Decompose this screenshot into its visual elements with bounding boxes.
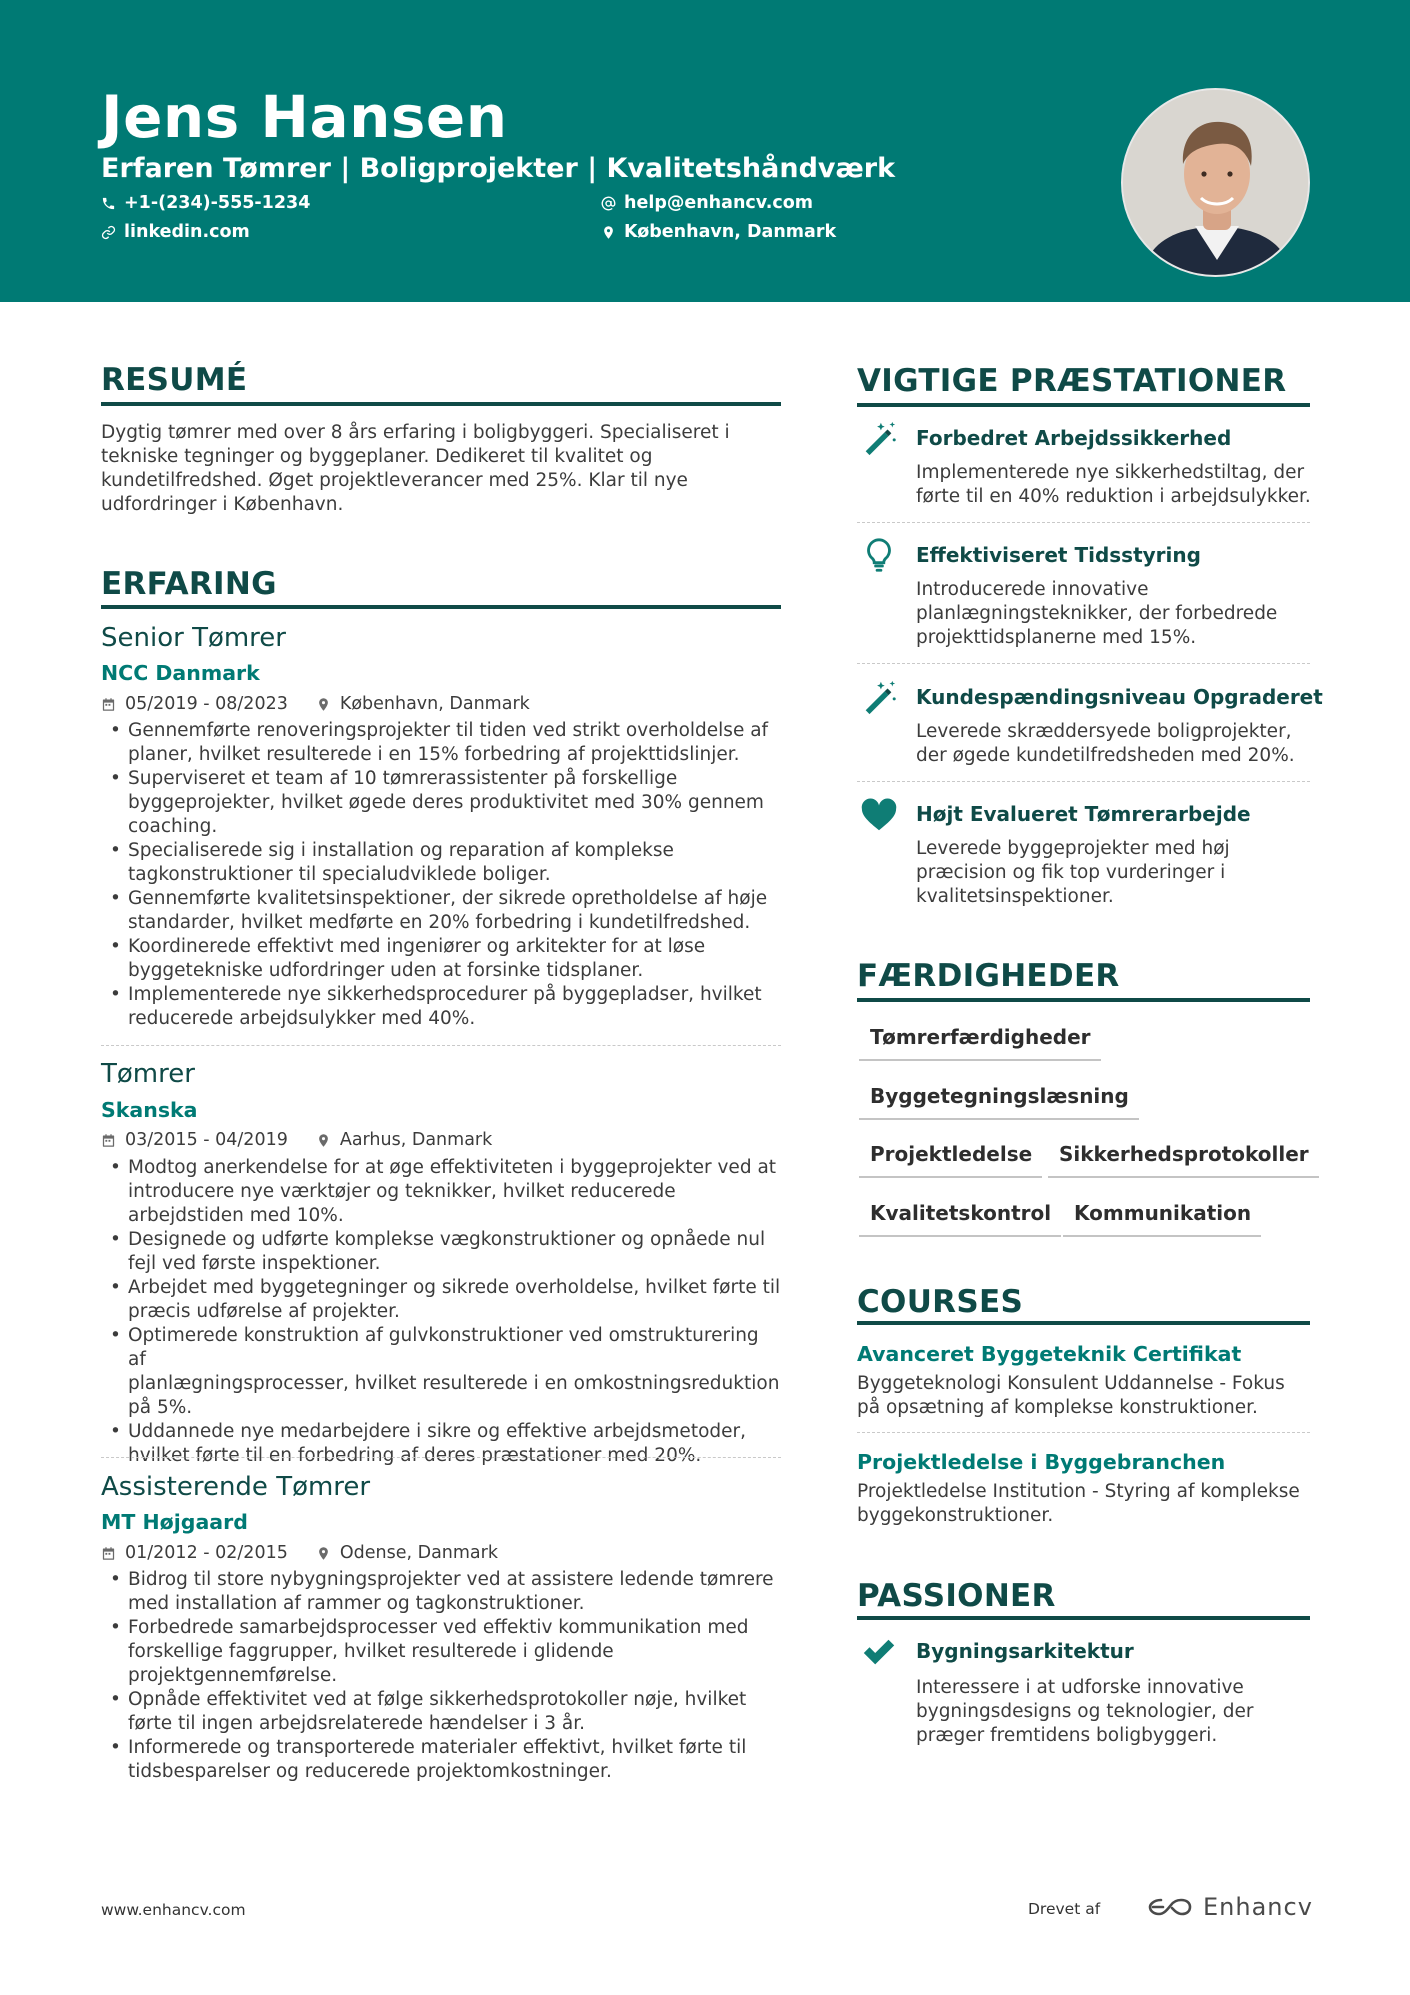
bullet-item: • Uddannede nye medarbejdere i sikre og effektive arbejdsmetoder, hvilket førte til en forbedring af deres præstationer med 20%. [101,1420,781,1468]
passions-heading: PASSIONER [857,1578,1056,1614]
achievement-title: Højt Evalueret Tømrerarbejde [916,802,1251,826]
achievement-title: Kundespændingsniveau Opgraderet [916,685,1323,709]
achievements-heading: VIGTIGE PRÆSTATIONER [857,363,1287,399]
linkedin-contact[interactable] [101,221,250,243]
job-title: Senior Tømrer [101,623,286,653]
job-title: Tømrer [101,1059,195,1089]
enhancv-logo[interactable] [1147,1893,1313,1921]
email-contact[interactable] [601,192,813,214]
achievements-divider [857,403,1310,407]
at-sign-icon [601,196,616,211]
job-location: København, Danmark [339,694,530,714]
job-company: Skanska [101,1098,198,1122]
bullet-item: • Specialiserede sig i installation og reparation af komplekse tagkonstruktioner til specialudviklede boliger. [101,839,781,887]
skills-divider [857,998,1310,1002]
bullet-item: • Modtog anerkendelse for at øge effektiviteten i byggeprojekter ved at introducere nye værktøjer og teknikker, hvilket reducerede arbejdstiden med 10%. [101,1156,781,1228]
candidate-name: Jens Hansen [101,83,508,151]
job-title: Assisterende Tømrer [101,1472,371,1502]
achievement-separator [857,781,1310,782]
job-dates: 05/2019 - 08/2023 [125,694,288,714]
experience-divider [101,605,781,609]
checkmark-icon [860,1634,898,1672]
achievement-separator [857,522,1310,523]
map-pin-icon [601,225,616,240]
magic-wand-icon [860,419,898,457]
achievement-description: Leverede byggeprojekter med høj præcision og fik top vurderinger i kvalitetsinspektioner. [916,838,1230,907]
course-title: Projektledelse i Byggebranchen [857,1450,1226,1474]
job-bullets [101,1568,781,1784]
skill-tag: Sikkerhedsprotokoller [1048,1141,1319,1178]
summary-heading: RESUMÉ [101,362,248,398]
courses-heading: COURSES [857,1284,1024,1320]
job-meta [101,693,530,715]
course-separator [857,1432,1310,1433]
summary-line: tekniske tegninger og byggeplaner. Dedikeret til kvalitet og [101,446,653,467]
bullet-item: • Arbejdet med byggetegninger og sikrede overholdelse, hvilket førte til præcis udførelse af projekter. [101,1276,781,1324]
bullet-item: • Informerede og transporterede materialer effektivt, hvilket førte til tidsbesparelser og reducerede projektomkostninger. [101,1736,781,1784]
achievement-description: Leverede skræddersyede boligprojekter, der øgede kundetilfredsheden med 20%. [916,721,1295,766]
achievement-title: Forbedret Arbejdssikkerhed [916,426,1232,450]
link-icon [101,225,116,240]
enhancv-logo-text: Enhancv [1203,1893,1313,1921]
enhancv-logo-icon [1147,1895,1193,1919]
summary-divider [101,402,781,406]
resume-header [0,0,1410,302]
phone-icon [101,196,116,211]
location-text: København, Danmark [624,222,837,242]
calendar-icon [101,697,116,712]
skill-tag: Tømrerfærdigheder [859,1024,1101,1061]
passion-description: Interessere i at udforske innovative bygningsdesigns og teknologier, der præger fremtidens boligbyggeri. [916,1677,1254,1746]
skill-tag: Byggetegningslæsning [859,1083,1139,1120]
job-meta [101,1542,498,1564]
achievement-description: Introducerede innovative planlægningsteknikker, der forbedrede projekttidsplanerne med 15%. [916,579,1278,648]
map-pin-icon [316,697,331,712]
courses-divider [857,1321,1310,1325]
summary-line: kundetilfredshed. Øget projektleverancer med 25%. Klar til nye [101,470,688,491]
location-contact [601,221,836,243]
skill-tag: Projektledelse [859,1141,1042,1178]
achievement-description: Implementerede nye sikkerhedstiltag, der førte til en 40% reduktion i arbejdsulykker. [916,462,1311,507]
bullet-item: • Bidrog til store nybygningsprojekter ved at assistere ledende tømrere med installation af rammer og tagkonstruktioner. [101,1568,781,1616]
job-location: Aarhus, Danmark [339,1130,493,1150]
lightbulb-icon [860,537,898,575]
bullet-item: • Forbedrede samarbejdsprocesser ved effektiv kommunikation med forskellige faggrupper, hvilket resulterede i glidende projektgennemførelse. [101,1616,781,1688]
map-pin-icon [316,1546,331,1561]
calendar-icon [101,1546,116,1561]
course-title: Avanceret Byggeteknik Certifikat [857,1342,1242,1366]
job-company: NCC Danmark [101,661,260,685]
job-separator [101,1045,781,1046]
bullet-item: • Gennemførte renoveringsprojekter til tiden ved strikt overholdelse af planer, hvilket resulterede i en 15% forbedring af projekttidslinjer. [101,719,781,767]
summary-text [101,421,791,517]
heart-icon [860,797,898,835]
linkedin-text: linkedin.com [124,222,250,242]
summary-line: Dygtig tømrer med over 8 års erfaring i boligbyggeri. Specialiseret i [101,422,730,443]
bullet-item: • Designede og udførte komplekse vægkonstruktioner og opnåede nul fejl ved første inspektioner. [101,1228,781,1276]
job-dates: 03/2015 - 04/2019 [125,1130,288,1150]
bullet-item: • Optimerede konstruktion af gulvkonstruktioner ved omstrukturering af planlægningsprocesser, hvilket resulterede i en omkostningsreduktion på 5%. [101,1324,781,1420]
job-location: Odense, Danmark [339,1543,498,1563]
email-text: help@enhancv.com [624,193,814,213]
passion-title: Bygningsarkitektur [916,1639,1134,1663]
job-bullets [101,1156,781,1468]
footer-website-link[interactable]: www.enhancv.com [101,1901,246,1919]
achievement-separator [857,663,1310,664]
achievement-title: Effektiviseret Tidsstyring [916,543,1201,567]
skill-tag: Kvalitetskontrol [859,1200,1061,1237]
experience-heading: ERFARING [101,566,277,602]
footer-powered-by: Drevet af [1028,1900,1101,1918]
bullet-item: • Superviseret et team af 10 tømrerassistenter på forskellige byggeprojekter, hvilket øgede deres produktivitet med 30% gennem coaching. [101,767,781,839]
bullet-item: • Gennemførte kvalitetsinspektioner, der sikrede opretholdelse af høje standarder, hvilket medførte en 20% forbedring i kundetilfredshed. [101,887,781,935]
candidate-headline: Erfaren Tømrer | Boligprojekter | Kvalitetshåndværk [101,153,896,184]
skill-tag: Kommunikation [1063,1200,1261,1237]
job-meta [101,1129,492,1151]
job-company: MT Højgaard [101,1510,248,1534]
phone-text: +1-(234)-555-1234 [124,193,311,213]
course-description: Projektledelse Institution - Styring af komplekse byggekonstruktioner. [857,1481,1300,1526]
bullet-item: • Implementerede nye sikkerhedsprocedurer på byggepladser, hvilket reducerede arbejdsulykker med 40%. [101,983,781,1031]
phone-contact[interactable] [101,192,310,214]
passions-divider [857,1616,1310,1620]
course-description: Byggeteknologi Konsulent Uddannelse - Fokus på opsætning af komplekse konstruktioner. [857,1373,1285,1418]
calendar-icon [101,1133,116,1148]
job-separator [101,1457,781,1458]
summary-line: udfordringer i København. [101,494,344,515]
bullet-item: • Koordinerede effektivt med ingeniører og arkitekter for at løse byggetekniske udfordringer uden at forsinke tidsplaner. [101,935,781,983]
magic-wand-icon [860,678,898,716]
profile-photo [1121,88,1310,277]
skills-heading: FÆRDIGHEDER [857,958,1120,994]
job-bullets [101,719,781,1031]
job-dates: 01/2012 - 02/2015 [125,1543,288,1563]
map-pin-icon [316,1133,331,1148]
bullet-item: • Opnåde effektivitet ved at følge sikkerhedsprotokoller nøje, hvilket førte til ingen arbejdsrelaterede hændelser i 3 år. [101,1688,781,1736]
